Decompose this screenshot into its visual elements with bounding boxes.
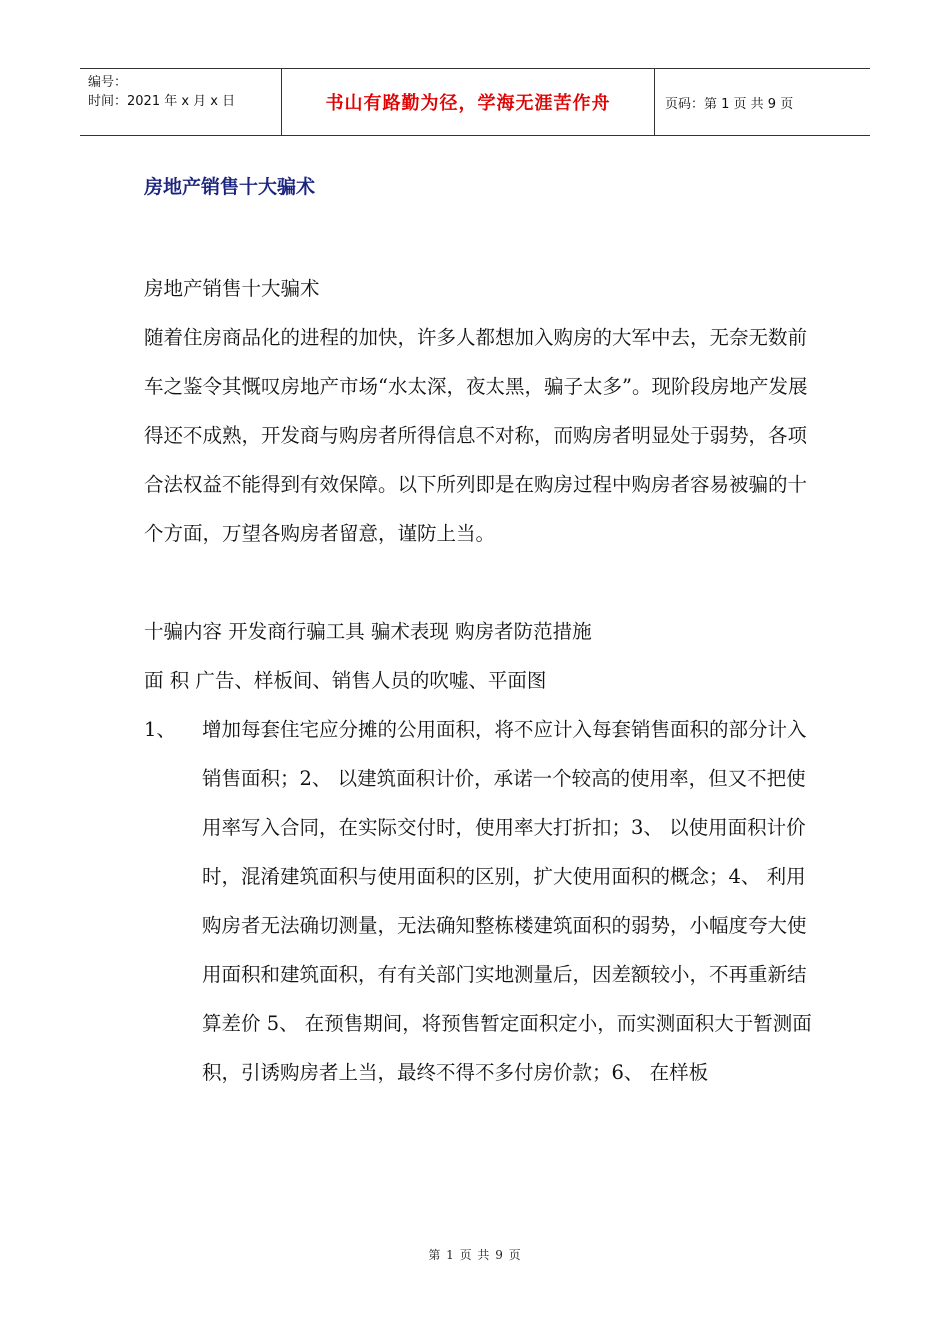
table-header-line: 十骗内容 开发商行骗工具 骗术表现 购房者防范措施 xyxy=(144,620,592,643)
list-item-text: 增加每套住宅应分摊的公用面积，将不应计入每套销售面积的部分计入销售面积；2、 以建筑面积计价，承诺一个较高的使用率，但又不把使用率写入合同，在实际交付时，使用率大打折扣；3、 以使用面积计价时，混淆建筑面积与使用面积的区别，扩大使用面积的概念；4、 利用购房者无法确切测量，无法确知整栋楼建筑面积的弱势，小幅度夸大使用面积和建筑面积，有有关部门实地测量后，因差额较小，不再重新结算差价 5、 在预售期间，将预售暂定面积定小，而实测面积大于暂测面积，引诱购房者上当，最终不得不多付房价款；6、 在样板 xyxy=(202,718,812,1084)
area-row-line: 面 积 广告、样板间、销售人员的吹嘘、平面图 xyxy=(144,669,547,692)
paragraph-gap xyxy=(144,558,814,607)
motto-text: 书山有路勤为径，学海无涯苦作舟 xyxy=(325,93,611,114)
intro-paragraph: 随着住房商品化的进程的加快，许多人都想加入购房的大军中去，无奈无数前车之鉴令其慨叹房地产市场“水太深，夜太黑，骗子太多”。现阶段房地产发展得还不成熟，开发商与购房者所得信息不对称，而购房者明显处于弱势，各项合法权益不能得到有效保障。以下所列即是在购房过程中购房者容易被骗的十个方面，万望各购房者留意，谨防上当。 xyxy=(144,326,808,545)
header-motto-cell xyxy=(282,69,655,135)
document-body xyxy=(144,264,814,1097)
body-subtitle: 房地产销售十大骗术 xyxy=(144,277,320,300)
list-item xyxy=(144,705,814,1097)
number-label: 编号： xyxy=(88,75,128,90)
page-label: 页码：第 1 页 共 9 页 xyxy=(665,96,794,112)
page-footer: 第 1 页 共 9 页 xyxy=(428,1248,522,1262)
date-label: 时间：2021 年 x 月 x 日 xyxy=(88,94,236,109)
list-item-number: 1、 xyxy=(144,718,176,741)
document-title: 房地产销售十大骗术 xyxy=(144,176,316,198)
header-page-cell xyxy=(655,69,870,135)
header-meta-cell xyxy=(80,69,282,135)
header-table xyxy=(80,68,870,136)
